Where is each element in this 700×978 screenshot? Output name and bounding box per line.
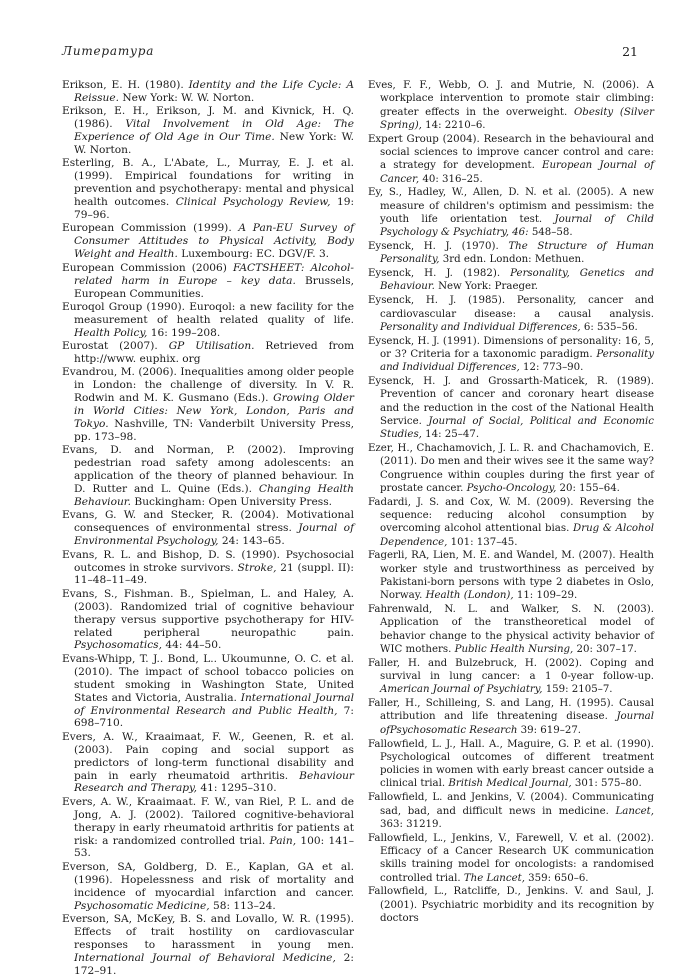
reference-details: 363: 31219.	[380, 818, 442, 830]
reference-details: 20: 155–64.	[556, 482, 620, 494]
reference-details: 39: 619–27.	[517, 724, 582, 736]
reference-details: 41: 1295–310.	[197, 782, 277, 795]
reference-text: Erikson, E. H. (1980).	[62, 79, 189, 91]
reference-text: Evers, A. W., Kraaimaat. F. W., van Riel, P. L. and de Jong, A. J. (2002). Tailored cognitive-behavioral therapy in early rheumatoid arthritis for patients at risk: a randomized controlled trial.	[62, 795, 354, 847]
reference-entry	[62, 913, 354, 978]
reference-source: Behaviour Research and Therapy,	[74, 769, 354, 795]
reference-source: Journal of Social, Political and Economic Studies,	[380, 415, 655, 441]
reference-source: The Lancet,	[463, 872, 525, 884]
reference-entry	[368, 738, 654, 791]
reference-entry	[368, 335, 654, 375]
reference-text: Eysenck, H. J. (1991). Dimensions of personality: 16, 5, or 3? Criteria for a taxonomic paradigm.	[368, 335, 654, 360]
reference-entry	[368, 496, 654, 549]
reference-text: Evandrou, M. (2006). Inequalities among older people in London: the challenge of diversity. In V. R. Rodwin and M. K. Gusmano (Eds.).	[62, 366, 354, 405]
reference-text: Evans, D. and Norman, P. (2002). Improving pedestrian road safety among adolescents: an application of the theory of planned behaviour. In D. Rutter and L. Quine (Eds.).	[62, 444, 354, 496]
reference-text: Expert Group (2004). Research in the behavioural and social sciences to improve cancer control and care: a strategy for development.	[368, 133, 654, 172]
reference-entry	[368, 885, 654, 925]
reference-source: Journal of Child Psychology & Psychiatry, 46:	[380, 213, 654, 239]
reference-source: Personality and Individual Differences,	[380, 348, 654, 374]
reference-details: 359: 650–6.	[524, 872, 589, 884]
reference-text: Fallowfield, L., Jenkins, V., Farewell, V. et al. (2002). Efficacy of a Cancer Research UK communication skills training model for oncologists: a randomised controlled trial.	[368, 832, 654, 884]
reference-details: 14: 25–47.	[421, 429, 480, 441]
reference-details: 3rd edn. London: Methuen.	[439, 254, 585, 266]
reference-entry	[368, 133, 654, 186]
reference-text: Evans, G. W. and Stecker, R. (2004). Motivational consequences of environmental stress.	[62, 509, 354, 535]
reference-entry	[368, 375, 654, 441]
reference-entry	[62, 861, 354, 913]
reference-entry	[62, 444, 354, 509]
reference-entry	[62, 796, 354, 861]
reference-details: 16: 199–208.	[147, 326, 221, 339]
reference-text: Everson, SA, Goldberg, D. E., Kaplan, GA et al. (1996). Hopelessness and risk of mortality and incidence of myocardial infarction and cancer.	[62, 860, 354, 899]
reference-source: Changing Health Behaviour.	[74, 483, 354, 508]
reference-text: Evans-Whipp, T. J.. Bond, L.. Ukoumunne, O. C. et al. (2010). The impact of school tobacco policies on student smoking in Washington State, United States and Victoria, Australia.	[62, 652, 354, 704]
reference-entry	[62, 731, 354, 796]
reference-text: Eysenck, H. J. and Grossarth-Maticek, R. (1989). Prevention of cancer and coronary heart disease and the reduction in the cost of the National Health Service.	[368, 376, 654, 427]
reference-text: Eysenck, H. J. (1985). Personality, cancer and cardiovascular disease: a causal analysis.	[368, 295, 654, 320]
reference-details: Brussels, European Communities.	[74, 274, 354, 300]
right-column	[368, 79, 654, 926]
reference-source: Journal of Environmental Psychology,	[74, 522, 354, 548]
reference-details: New York: Praeger.	[434, 281, 539, 293]
reference-entry	[368, 657, 654, 697]
reference-entry	[62, 157, 354, 222]
reference-details: 101: 137–45.	[447, 536, 518, 548]
reference-entry	[368, 791, 654, 831]
reference-entry	[62, 653, 354, 730]
reference-source: American Journal of Psychiatry,	[380, 684, 543, 696]
reference-text: Fagerli, RA, Lien, M. E. and Wandel, M. (2007). Health worker style and trustworthiness as perceived by Pakistani-born persons with type 2 diabetes in Oslo, Norway.	[368, 550, 654, 602]
reference-details: 159: 2105–7.	[542, 684, 613, 696]
reference-entry	[368, 267, 654, 294]
reference-text: European Commission (2006)	[62, 261, 233, 274]
reference-entry	[62, 301, 354, 340]
reference-details: New York: W. W. Norton.	[118, 91, 255, 104]
reference-text: Ezer, H., Chachamovich, J. L. R. and Chachamovich, E. (2011). Do men and their wives see it the same way? Congruence within couples during the first year of prostate cancer.	[368, 443, 654, 494]
reference-source: Stroke,	[237, 561, 277, 574]
reference-entry	[62, 105, 354, 157]
reference-details: 301: 575–80.	[571, 778, 642, 790]
reference-source: The Structure of Human Personality,	[380, 241, 654, 266]
reference-source: Clinical Psychology Review,	[175, 196, 331, 209]
reference-entry	[62, 79, 354, 105]
reference-details: Retrieved from http://www. euphix. org	[74, 340, 355, 366]
reference-text: Evans, R. L. and Bishop, D. S. (1990). Psychosocial outcomes in stroke survivors.	[62, 548, 354, 574]
reference-entry	[368, 294, 654, 334]
reference-details: 548–58.	[528, 227, 573, 239]
reference-source: Identity and the Life Cycle: A Reissue.	[74, 79, 354, 104]
reference-text: Erikson, E. H., Erikson, J. M. and Kivnick, H. Q. (1986).	[62, 105, 354, 131]
reference-details: 6: 535–56.	[580, 321, 638, 333]
reference-text: Fallowfield, L. J., Hall. A., Maguire, G. P. et al. (1990). Psychological outcomes of different treatment policies in women with early breast cancer outside a clinical trial.	[368, 738, 654, 790]
reference-source: Psychosomatics,	[74, 639, 162, 652]
reference-source: Growing Older in World Cities: New York, London, Paris and Tokyo.	[74, 392, 354, 431]
reference-entry	[62, 262, 354, 301]
reference-text: Evans, S., Fishman. B., Spielman, L. and Haley, A. (2003). Randomized trial of cognitive behaviour therapy versus supportive psychotherapy for HIV-related peripheral neuropathic pain.	[62, 587, 354, 639]
reference-entry	[368, 832, 654, 885]
reference-details: 14: 2210–6.	[421, 119, 486, 131]
left-column	[62, 79, 354, 978]
reference-source: Journal ofPsychosomatic Research	[380, 711, 654, 736]
reference-text: Fallowfield, L. and Jenkins, V. (2004). Communicating sad, bad, and difficult news in medicine.	[368, 792, 654, 817]
reference-details: 12: 773–90.	[519, 362, 584, 374]
reference-entry	[62, 549, 354, 588]
reference-text: Evers, A. W., Kraaimaat, F. W., Geenen, R. et al. (2003). Pain coping and social support as predictors of long-term functional disability and pain in early rheumatoid arthritis.	[62, 730, 354, 782]
reference-source: Pain,	[269, 834, 297, 847]
reference-entry	[62, 340, 354, 366]
running-header	[62, 44, 638, 62]
reference-source: Psychosomatic Medicine,	[74, 899, 210, 912]
reference-entry	[368, 442, 654, 495]
reference-details: Nashville, TN: Vanderbilt University Press, pp. 173–98.	[74, 418, 354, 443]
reference-text: Fallowfield, L., Ratcliffe, D., Jenkins. V. and Saul, J. (2001). Psychiatric morbidity and its recognition by doctors	[368, 886, 654, 924]
reference-source: British Medical Journal,	[448, 778, 572, 790]
reference-details: Luxembourg: EC. DGV/F. 3.	[177, 248, 330, 261]
reference-entry	[368, 697, 654, 737]
reference-details: 58: 113–24.	[209, 899, 276, 912]
reference-source: Personality, Genetics and Behaviour.	[380, 268, 654, 293]
reference-details: 24: 143–65.	[218, 535, 285, 548]
reference-text: Eysenck, H. J. (1982).	[368, 268, 511, 280]
reference-source: European Journal of Cancer,	[380, 160, 655, 185]
reference-details: 100: 141–53.	[74, 834, 354, 860]
reference-text: Eurostat (2007).	[62, 340, 169, 353]
reference-details: 44: 44–50.	[161, 639, 222, 652]
reference-source: Obesity (Silver Spring),	[380, 106, 654, 131]
reference-entry	[62, 509, 354, 548]
reference-source: Drug & Alcohol Dependence,	[380, 523, 654, 548]
reference-entry	[368, 79, 654, 132]
reference-source: FACTSHEET: Alcohol-related harm in Europe – key data.	[74, 261, 354, 287]
reference-text: Fadardi, J. S. and Cox, W. M. (2009). Reversing the sequence: reducing alcohol consumption by overcoming alcohol attentional bias.	[368, 496, 654, 535]
reference-entry	[368, 603, 654, 656]
reference-details: 2: 172–91.	[74, 951, 354, 977]
reference-source: Psycho-Oncology,	[466, 482, 557, 494]
reference-details: 40: 316–25.	[419, 173, 483, 185]
reference-text: Esterling, B. A., L'Abate, L., Murray, E. J. et al. (1999). Empirical foundations for writing in prevention and psychotherapy: mental and physical health outcomes.	[62, 157, 354, 209]
reference-details: Buckingham: Open University Press.	[131, 496, 333, 508]
reference-entry	[368, 549, 654, 602]
reference-source: Health Policy,	[74, 326, 148, 339]
reference-details: 21 (suppl. II): 11–48–11–49.	[74, 561, 355, 587]
reference-source: Lancet,	[615, 805, 654, 817]
reference-entry	[368, 240, 654, 267]
section-title: Литература	[62, 44, 155, 58]
reference-entry	[62, 222, 354, 261]
reference-details: 7: 698–710.	[74, 704, 354, 730]
reference-text: Fahrenwald, N. L. and Walker, S. N. (2003). Application of the transtheoretical model of behavior change to the physical activity behavior of WIC mothers.	[368, 604, 654, 655]
reference-source: Vital Involvement in Old Age: The Experience of Old Age in Our Time.	[74, 118, 354, 144]
reference-source: A Pan-EU Survey of Consumer Attitudes to Physical Activity, Body Weight and Health.	[74, 222, 354, 261]
reference-details: 19: 79–96.	[74, 196, 355, 222]
page-number: 21	[622, 44, 638, 59]
reference-text: Euroqol Group (1990). Euroqol: a new facility for the measurement of health related quality of life.	[62, 300, 354, 326]
reference-source: GP Utilisation.	[168, 340, 255, 353]
reference-details: New York: W. W. Norton.	[74, 131, 354, 157]
reference-source: Personality and Individual Differences,	[380, 321, 581, 333]
reference-text: Eves, F. F., Webb, O. J. and Mutrie, N. (2006). A workplace intervention to promote stair climbing: greater effects in the overweight.	[368, 80, 654, 118]
reference-text: Eysenck, H. J. (1970).	[368, 241, 509, 253]
reference-source: International Journal of Behavioral Medicine,	[74, 951, 336, 964]
reference-text: Ey, S., Hadley, W., Allen, D. N. et al. (2005). A new measure of children's optimism and pessimism: the youth life orientation test.	[368, 187, 654, 225]
reference-entry	[62, 588, 354, 653]
reference-entry	[368, 186, 654, 239]
reference-source: Health (London),	[425, 590, 514, 602]
reference-source: Public Health Nursing,	[454, 643, 574, 655]
reference-text: Faller, H. and Bulzebruck, H. (2002). Coping and survival in lung cancer: a 1 0-year follow-up.	[368, 657, 654, 683]
reference-details: 11: 109–29.	[513, 590, 578, 602]
reference-details: 20: 307–17.	[573, 643, 637, 655]
reference-entry	[62, 366, 354, 443]
reference-text: Everson, SA, McKey, B. S. and Lovallo, W. R. (1995). Effects of trait hostility on cardiovascular responses to harassment in young men.	[62, 913, 354, 951]
reference-text: European Commission (1999).	[62, 222, 239, 235]
reference-text: Faller, H., Schilleing, S. and Lang, H. (1995). Causal attribution and life threatening disease.	[368, 698, 654, 723]
reference-source: International Journal of Environmental Research and Public Health,	[74, 691, 354, 717]
